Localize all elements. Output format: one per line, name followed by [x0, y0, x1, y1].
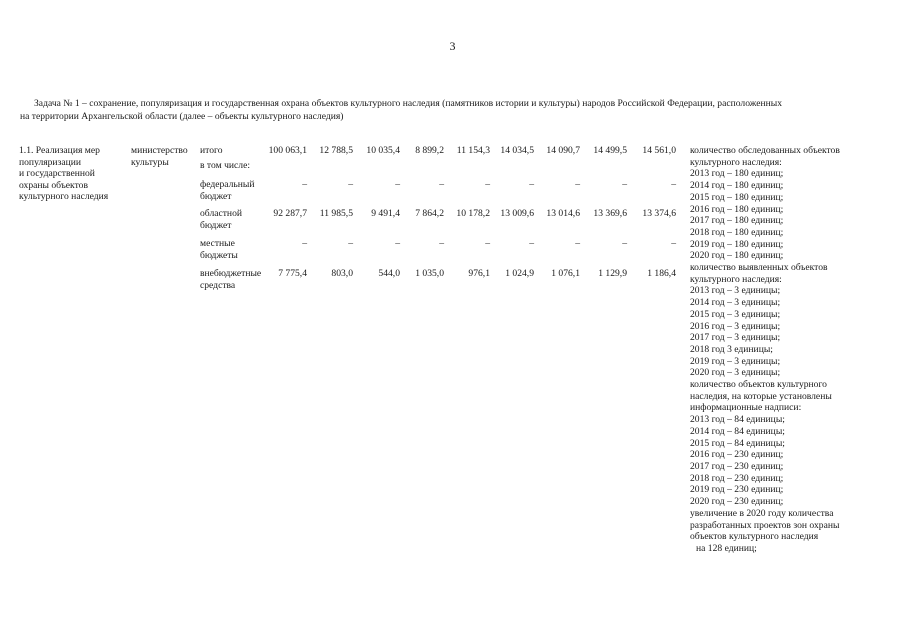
- funding-value: –: [439, 179, 444, 190]
- expected-result-line: 2015 год – 84 единицы;: [690, 437, 785, 449]
- funding-value: –: [395, 238, 400, 249]
- expected-result-line: увеличение в 2020 году количества: [690, 507, 834, 519]
- expected-result-line: 2013 год – 180 единиц;: [690, 168, 784, 180]
- funding-value: –: [529, 238, 534, 249]
- expected-result-line: 2018 год – 230 единиц;: [690, 472, 784, 484]
- funding-value: 1 186,4: [647, 268, 676, 279]
- funding-value: 976,1: [468, 268, 490, 279]
- funding-label: [200, 268, 261, 291]
- expected-result-line: 2017 год – 180 единиц;: [690, 215, 784, 227]
- expected-result-line: 2020 год – 180 единиц;: [690, 250, 784, 262]
- expected-result-line: культурного наследия:: [690, 273, 782, 285]
- funding-value: 1 035,0: [415, 268, 444, 279]
- funding-label-line: бюджет: [200, 219, 232, 231]
- funding-label: [200, 238, 238, 261]
- funding-value: –: [622, 179, 627, 190]
- funding-value: –: [302, 179, 307, 190]
- funding-value: –: [622, 238, 627, 249]
- funding-label-line: внебюджетные: [200, 268, 262, 279]
- expected-result-line: 2015 год – 180 единиц;: [690, 191, 784, 203]
- funding-value: –: [575, 238, 580, 249]
- task-heading-line: Задача № 1 – сохранение, популяризация и государственная охрана объектов культурного наследия (памятников истории и культуры) народов Российской Федерации, расположенных: [34, 98, 783, 109]
- funding-label: [200, 179, 255, 202]
- expected-result-line: наследия, на которые установлены: [690, 390, 832, 402]
- funding-label-line: бюджеты: [200, 249, 238, 261]
- expected-result-line: 2019 год – 3 единицы;: [690, 355, 781, 367]
- expected-result-line: культурного наследия:: [690, 156, 782, 168]
- funding-value: 1 129,9: [598, 268, 627, 279]
- measure-title-line: культурного наследия: [19, 191, 109, 202]
- funding-value: 13 369,6: [593, 208, 627, 219]
- funding-value: 9 491,4: [371, 208, 400, 219]
- expected-result-line: количество обследованных объектов: [690, 145, 840, 156]
- funding-value: –: [529, 179, 534, 190]
- expected-result-line: 2016 год – 230 единиц;: [690, 449, 784, 461]
- expected-result-line: 2018 год 3 единицы;: [690, 343, 773, 355]
- funding-label: [200, 208, 242, 231]
- funding-value: –: [485, 238, 490, 249]
- expected-result-line: 2013 год – 84 единицы;: [690, 414, 785, 426]
- funding-value: 100 063,1: [268, 145, 307, 156]
- task-heading-line: на территории Архангельской области (далее – объекты культурного наследия): [20, 111, 344, 122]
- funding-value: –: [302, 238, 307, 249]
- expected-result-line: 2016 год – 180 единиц;: [690, 203, 784, 215]
- expected-result-line: информационные надписи:: [690, 402, 802, 414]
- funding-value: 92 287,7: [273, 208, 307, 219]
- executor: [131, 145, 188, 168]
- measure-title: [19, 145, 108, 203]
- funding-label-line: бюджет: [200, 190, 232, 202]
- funding-value: 11 985,5: [319, 208, 353, 219]
- funding-value: 13 374,6: [642, 208, 676, 219]
- funding-value: –: [348, 238, 353, 249]
- funding-value: 14 499,5: [593, 145, 627, 156]
- funding-label-line: федеральный: [200, 179, 255, 190]
- funding-label: [200, 145, 223, 157]
- funding-value: 7 775,4: [278, 268, 307, 279]
- measure-title-line: и государственной: [19, 168, 95, 179]
- funding-value: 7 864,2: [415, 208, 444, 219]
- expected-result-line: объектов культурного наследия: [690, 531, 819, 543]
- funding-value: 13 009,6: [500, 208, 534, 219]
- funding-label-line: средства: [200, 279, 236, 291]
- funding-label-line: в том числе:: [200, 160, 251, 171]
- funding-value: –: [348, 179, 353, 190]
- executor-line: министерство: [131, 145, 188, 156]
- expected-result-line: 2020 год – 3 единицы;: [690, 367, 781, 379]
- funding-value: 14 090,7: [546, 145, 580, 156]
- funding-value: –: [575, 179, 580, 190]
- expected-result-line: 2014 год – 84 единицы;: [690, 425, 785, 437]
- measure-title-line: 1.1. Реализация мер: [19, 145, 100, 156]
- funding-value: 12 788,5: [319, 145, 353, 156]
- expected-result-line: 2017 год – 230 единиц;: [690, 460, 784, 472]
- expected-result-line: количество объектов культурного: [690, 379, 827, 391]
- funding-label-line: местные: [200, 238, 235, 249]
- expected-result-line: 2019 год – 230 единиц;: [690, 484, 784, 496]
- expected-result-line: 2014 год – 180 единиц;: [690, 180, 784, 192]
- funding-value: 1 076,1: [551, 268, 580, 279]
- expected-result-line: количество выявленных объектов: [690, 262, 828, 274]
- expected-result-line: 2019 год – 180 единиц;: [690, 238, 784, 250]
- funding-label-line: областной: [200, 208, 243, 219]
- funding-value: 10 178,2: [456, 208, 490, 219]
- funding-value: 1 024,9: [505, 268, 534, 279]
- expected-result-line: 2017 год – 3 единицы;: [690, 332, 781, 344]
- expected-result-line: 2013 год – 3 единицы;: [690, 285, 781, 297]
- expected-result-line: 2020 год – 230 единиц;: [690, 496, 784, 508]
- expected-result-line: 2018 год – 180 единиц;: [690, 226, 784, 238]
- funding-value: –: [439, 238, 444, 249]
- funding-value: 13 014,6: [546, 208, 580, 219]
- funding-value: 8 899,2: [415, 145, 444, 156]
- expected-result-line: 2015 год – 3 единицы;: [690, 308, 781, 320]
- funding-value: 14 034,5: [500, 145, 534, 156]
- measure-title-line: популяризации: [19, 156, 82, 168]
- expected-result-line: на 128 единиц;: [696, 542, 757, 554]
- page-number: 3: [449, 39, 456, 53]
- funding-value: 11 154,3: [456, 145, 490, 156]
- funding-value: –: [395, 179, 400, 190]
- expected-result-line: разработанных проектов зон охраны: [690, 519, 840, 531]
- funding-value: 10 035,4: [366, 145, 400, 156]
- funding-value: 544,0: [378, 268, 400, 279]
- expected-result-line: 2014 год – 3 единицы;: [690, 297, 781, 309]
- expected-result-line: 2016 год – 3 единицы;: [690, 320, 781, 332]
- task-heading: [20, 97, 782, 123]
- funding-value: 803,0: [331, 268, 353, 279]
- funding-label: [200, 160, 250, 172]
- funding-value: –: [671, 238, 676, 249]
- funding-value: –: [485, 179, 490, 190]
- funding-value: 14 561,0: [642, 145, 676, 156]
- executor-line: культуры: [131, 156, 169, 168]
- expected-results: [690, 145, 840, 555]
- funding-value: –: [671, 179, 676, 190]
- funding-label-line: итого: [200, 145, 223, 156]
- measure-title-line: охраны объектов: [19, 179, 88, 191]
